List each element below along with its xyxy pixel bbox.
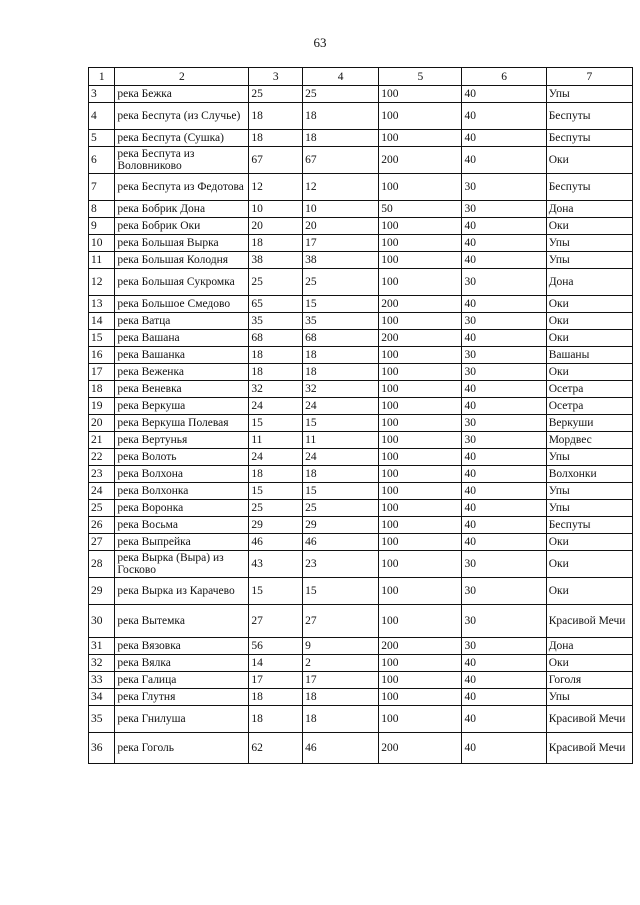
value-col6: 40 (462, 706, 546, 733)
row-number: 28 (89, 551, 115, 578)
river-name: река Вырка (Выра) из Госково (115, 551, 249, 578)
row-number: 36 (89, 733, 115, 764)
river-name: река Беспута (из Случье) (115, 103, 249, 130)
value-col4: 67 (303, 147, 379, 174)
value-col5: 100 (379, 347, 462, 364)
row-number: 17 (89, 364, 115, 381)
table-row (89, 605, 633, 638)
value-col4: 18 (303, 706, 379, 733)
table-row (89, 398, 633, 415)
flows-into: Гоголя (546, 672, 632, 689)
value-col4: 2 (303, 655, 379, 672)
river-name: река Беспута из Федотова (115, 174, 249, 201)
river-name: река Веркуша (115, 398, 249, 415)
row-number: 12 (89, 269, 115, 296)
row-number: 19 (89, 398, 115, 415)
table-row (89, 381, 633, 398)
table-row (89, 672, 633, 689)
value-col5: 100 (379, 235, 462, 252)
river-name: река Волхонка (115, 483, 249, 500)
flows-into: Упы (546, 449, 632, 466)
river-name: река Бежка (115, 86, 249, 103)
value-col3: 24 (249, 449, 303, 466)
value-col3: 25 (249, 86, 303, 103)
value-col6: 40 (462, 103, 546, 130)
value-col4: 24 (303, 398, 379, 415)
flows-into: Красивой Мечи (546, 605, 632, 638)
table-row (89, 483, 633, 500)
value-col5: 100 (379, 672, 462, 689)
flows-into: Упы (546, 483, 632, 500)
value-col5: 100 (379, 130, 462, 147)
row-number: 6 (89, 147, 115, 174)
value-col5: 100 (379, 551, 462, 578)
value-col5: 100 (379, 252, 462, 269)
row-number: 9 (89, 218, 115, 235)
value-col3: 18 (249, 466, 303, 483)
value-col6: 30 (462, 174, 546, 201)
value-col6: 40 (462, 218, 546, 235)
river-name: река Галица (115, 672, 249, 689)
value-col5: 100 (379, 605, 462, 638)
value-col4: 46 (303, 733, 379, 764)
flows-into: Упы (546, 500, 632, 517)
row-number: 10 (89, 235, 115, 252)
value-col5: 100 (379, 534, 462, 551)
row-number: 11 (89, 252, 115, 269)
table-row (89, 269, 633, 296)
river-name: река Вязовка (115, 638, 249, 655)
value-col3: 15 (249, 578, 303, 605)
table-row (89, 551, 633, 578)
value-col5: 200 (379, 638, 462, 655)
table-row (89, 689, 633, 706)
value-col5: 100 (379, 655, 462, 672)
flows-into: Веркуши (546, 415, 632, 432)
value-col4: 18 (303, 689, 379, 706)
value-col6: 40 (462, 689, 546, 706)
flows-into: Оки (546, 551, 632, 578)
value-col4: 25 (303, 269, 379, 296)
value-col3: 18 (249, 364, 303, 381)
flows-into: Волхонки (546, 466, 632, 483)
value-col5: 100 (379, 706, 462, 733)
value-col3: 18 (249, 689, 303, 706)
value-col5: 50 (379, 201, 462, 218)
flows-into: Упы (546, 252, 632, 269)
flows-into: Оки (546, 296, 632, 313)
value-col6: 40 (462, 500, 546, 517)
flows-into: Мордвес (546, 432, 632, 449)
river-name: река Волоть (115, 449, 249, 466)
flows-into: Красивой Мечи (546, 733, 632, 764)
value-col5: 100 (379, 466, 462, 483)
value-col6: 40 (462, 330, 546, 347)
flows-into: Вашаны (546, 347, 632, 364)
value-col4: 25 (303, 86, 379, 103)
value-col4: 17 (303, 235, 379, 252)
river-name: река Веневка (115, 381, 249, 398)
value-col4: 17 (303, 672, 379, 689)
river-name: река Вашана (115, 330, 249, 347)
value-col6: 30 (462, 364, 546, 381)
value-col6: 40 (462, 252, 546, 269)
table-row (89, 706, 633, 733)
value-col5: 100 (379, 432, 462, 449)
value-col4: 18 (303, 466, 379, 483)
flows-into: Беспуты (546, 130, 632, 147)
river-name: река Бобрик Дона (115, 201, 249, 218)
column-header: 2 (115, 68, 249, 86)
page-number: 63 (313, 35, 327, 50)
value-col5: 100 (379, 500, 462, 517)
column-header: 4 (303, 68, 379, 86)
value-col6: 40 (462, 130, 546, 147)
flows-into: Упы (546, 689, 632, 706)
table-row (89, 415, 633, 432)
row-number: 4 (89, 103, 115, 130)
value-col6: 40 (462, 733, 546, 764)
value-col4: 32 (303, 381, 379, 398)
value-col4: 38 (303, 252, 379, 269)
row-number: 29 (89, 578, 115, 605)
row-number: 32 (89, 655, 115, 672)
value-col5: 100 (379, 364, 462, 381)
table-row (89, 313, 633, 330)
column-header: 1 (89, 68, 115, 86)
river-name: река Беспута (Сушка) (115, 130, 249, 147)
value-col3: 11 (249, 432, 303, 449)
value-col3: 27 (249, 605, 303, 638)
value-col3: 62 (249, 733, 303, 764)
value-col5: 200 (379, 330, 462, 347)
value-col4: 46 (303, 534, 379, 551)
row-number: 18 (89, 381, 115, 398)
value-col3: 18 (249, 347, 303, 364)
value-col4: 29 (303, 517, 379, 534)
row-number: 13 (89, 296, 115, 313)
table-row (89, 364, 633, 381)
value-col4: 18 (303, 103, 379, 130)
value-col3: 24 (249, 398, 303, 415)
row-number: 8 (89, 201, 115, 218)
row-number: 22 (89, 449, 115, 466)
value-col4: 23 (303, 551, 379, 578)
value-col6: 30 (462, 605, 546, 638)
row-number: 5 (89, 130, 115, 147)
value-col6: 30 (462, 638, 546, 655)
value-col6: 30 (462, 313, 546, 330)
flows-into: Оки (546, 330, 632, 347)
table-row (89, 638, 633, 655)
flows-into: Дона (546, 638, 632, 655)
row-number: 23 (89, 466, 115, 483)
value-col4: 18 (303, 364, 379, 381)
value-col5: 100 (379, 269, 462, 296)
value-col3: 18 (249, 103, 303, 130)
value-col3: 18 (249, 130, 303, 147)
value-col6: 40 (462, 86, 546, 103)
value-col6: 40 (462, 381, 546, 398)
flows-into: Оки (546, 655, 632, 672)
value-col3: 14 (249, 655, 303, 672)
row-number: 34 (89, 689, 115, 706)
value-col4: 9 (303, 638, 379, 655)
river-name: река Вырка из Карачево (115, 578, 249, 605)
column-header: 6 (462, 68, 546, 86)
value-col5: 100 (379, 415, 462, 432)
flows-into: Оки (546, 578, 632, 605)
value-col5: 100 (379, 218, 462, 235)
table-row (89, 174, 633, 201)
river-name: река Вашанка (115, 347, 249, 364)
value-col6: 40 (462, 672, 546, 689)
value-col6: 30 (462, 201, 546, 218)
value-col4: 12 (303, 174, 379, 201)
header-row (89, 68, 633, 86)
column-header: 5 (379, 68, 462, 86)
table-row (89, 86, 633, 103)
river-table (88, 67, 633, 764)
flows-into: Дона (546, 201, 632, 218)
value-col6: 40 (462, 449, 546, 466)
row-number: 7 (89, 174, 115, 201)
flows-into: Оки (546, 313, 632, 330)
value-col3: 10 (249, 201, 303, 218)
value-col4: 24 (303, 449, 379, 466)
value-col6: 40 (462, 147, 546, 174)
table-row (89, 517, 633, 534)
value-col4: 15 (303, 578, 379, 605)
row-number: 31 (89, 638, 115, 655)
value-col6: 40 (462, 398, 546, 415)
row-number: 15 (89, 330, 115, 347)
value-col3: 15 (249, 483, 303, 500)
table-row (89, 347, 633, 364)
value-col6: 40 (462, 235, 546, 252)
value-col3: 18 (249, 706, 303, 733)
value-col5: 100 (379, 313, 462, 330)
value-col6: 30 (462, 415, 546, 432)
river-name: река Большая Сукромка (115, 269, 249, 296)
flows-into: Оки (546, 534, 632, 551)
row-number: 3 (89, 86, 115, 103)
flows-into: Беспуты (546, 174, 632, 201)
value-col3: 35 (249, 313, 303, 330)
value-col6: 40 (462, 483, 546, 500)
column-header: 3 (249, 68, 303, 86)
table-row (89, 449, 633, 466)
river-name: река Веркуша Полевая (115, 415, 249, 432)
table-row (89, 432, 633, 449)
value-col6: 30 (462, 347, 546, 364)
value-col6: 30 (462, 432, 546, 449)
table-row (89, 534, 633, 551)
river-name: река Веженка (115, 364, 249, 381)
row-number: 33 (89, 672, 115, 689)
value-col3: 25 (249, 500, 303, 517)
value-col4: 68 (303, 330, 379, 347)
flows-into: Упы (546, 235, 632, 252)
value-col3: 20 (249, 218, 303, 235)
value-col4: 20 (303, 218, 379, 235)
table-row (89, 330, 633, 347)
table-row (89, 103, 633, 130)
value-col4: 25 (303, 500, 379, 517)
flows-into: Оки (546, 147, 632, 174)
value-col4: 15 (303, 483, 379, 500)
row-number: 21 (89, 432, 115, 449)
value-col5: 200 (379, 147, 462, 174)
row-number: 14 (89, 313, 115, 330)
row-number: 30 (89, 605, 115, 638)
river-name: река Гнилуша (115, 706, 249, 733)
table-row (89, 578, 633, 605)
flows-into: Осетра (546, 398, 632, 415)
row-number: 16 (89, 347, 115, 364)
row-number: 24 (89, 483, 115, 500)
value-col6: 40 (462, 466, 546, 483)
value-col6: 40 (462, 517, 546, 534)
flows-into: Дона (546, 269, 632, 296)
value-col5: 100 (379, 689, 462, 706)
value-col4: 27 (303, 605, 379, 638)
table-row (89, 147, 633, 174)
river-name: река Вертунья (115, 432, 249, 449)
value-col4: 18 (303, 347, 379, 364)
value-col3: 25 (249, 269, 303, 296)
table-body (89, 86, 633, 764)
river-name: река Большая Вырка (115, 235, 249, 252)
value-col5: 100 (379, 517, 462, 534)
value-col5: 100 (379, 398, 462, 415)
value-col3: 15 (249, 415, 303, 432)
value-col4: 15 (303, 296, 379, 313)
river-name: река Вялка (115, 655, 249, 672)
river-name: река Волхона (115, 466, 249, 483)
row-number: 20 (89, 415, 115, 432)
value-col5: 100 (379, 578, 462, 605)
value-col5: 100 (379, 86, 462, 103)
value-col3: 29 (249, 517, 303, 534)
value-col3: 38 (249, 252, 303, 269)
row-number: 27 (89, 534, 115, 551)
value-col5: 100 (379, 103, 462, 130)
value-col3: 67 (249, 147, 303, 174)
value-col6: 30 (462, 269, 546, 296)
value-col4: 35 (303, 313, 379, 330)
value-col3: 12 (249, 174, 303, 201)
river-name: река Воронка (115, 500, 249, 517)
table-row (89, 235, 633, 252)
value-col3: 46 (249, 534, 303, 551)
river-name: река Восьма (115, 517, 249, 534)
river-name: река Бобрик Оки (115, 218, 249, 235)
table-row (89, 733, 633, 764)
river-name: река Беспута из Воловниково (115, 147, 249, 174)
table-row (89, 466, 633, 483)
value-col5: 100 (379, 174, 462, 201)
value-col3: 43 (249, 551, 303, 578)
table-row (89, 218, 633, 235)
flows-into: Беспуты (546, 517, 632, 534)
value-col3: 56 (249, 638, 303, 655)
row-number: 25 (89, 500, 115, 517)
flows-into: Оки (546, 218, 632, 235)
river-name: река Гоголь (115, 733, 249, 764)
value-col6: 30 (462, 551, 546, 578)
value-col4: 11 (303, 432, 379, 449)
value-col6: 40 (462, 655, 546, 672)
table-row (89, 500, 633, 517)
column-header: 7 (546, 68, 632, 86)
value-col6: 40 (462, 534, 546, 551)
value-col4: 18 (303, 130, 379, 147)
value-col5: 100 (379, 483, 462, 500)
row-number: 26 (89, 517, 115, 534)
table-row (89, 252, 633, 269)
value-col4: 10 (303, 201, 379, 218)
table-row (89, 130, 633, 147)
river-name: река Ватца (115, 313, 249, 330)
river-name: река Выпрейка (115, 534, 249, 551)
value-col6: 40 (462, 296, 546, 313)
flows-into: Упы (546, 86, 632, 103)
river-name: река Глутня (115, 689, 249, 706)
river-name: река Вытемка (115, 605, 249, 638)
value-col3: 68 (249, 330, 303, 347)
table-row (89, 201, 633, 218)
flows-into: Оки (546, 364, 632, 381)
value-col3: 32 (249, 381, 303, 398)
value-col3: 17 (249, 672, 303, 689)
flows-into: Беспуты (546, 103, 632, 130)
table-row (89, 296, 633, 313)
value-col3: 65 (249, 296, 303, 313)
flows-into: Красивой Мечи (546, 706, 632, 733)
value-col5: 100 (379, 449, 462, 466)
value-col6: 30 (462, 578, 546, 605)
row-number: 35 (89, 706, 115, 733)
table-row (89, 655, 633, 672)
value-col3: 18 (249, 235, 303, 252)
flows-into: Осетра (546, 381, 632, 398)
river-name: река Большая Колодня (115, 252, 249, 269)
river-name: река Большое Смедово (115, 296, 249, 313)
value-col5: 200 (379, 733, 462, 764)
value-col5: 200 (379, 296, 462, 313)
value-col4: 15 (303, 415, 379, 432)
value-col5: 100 (379, 381, 462, 398)
